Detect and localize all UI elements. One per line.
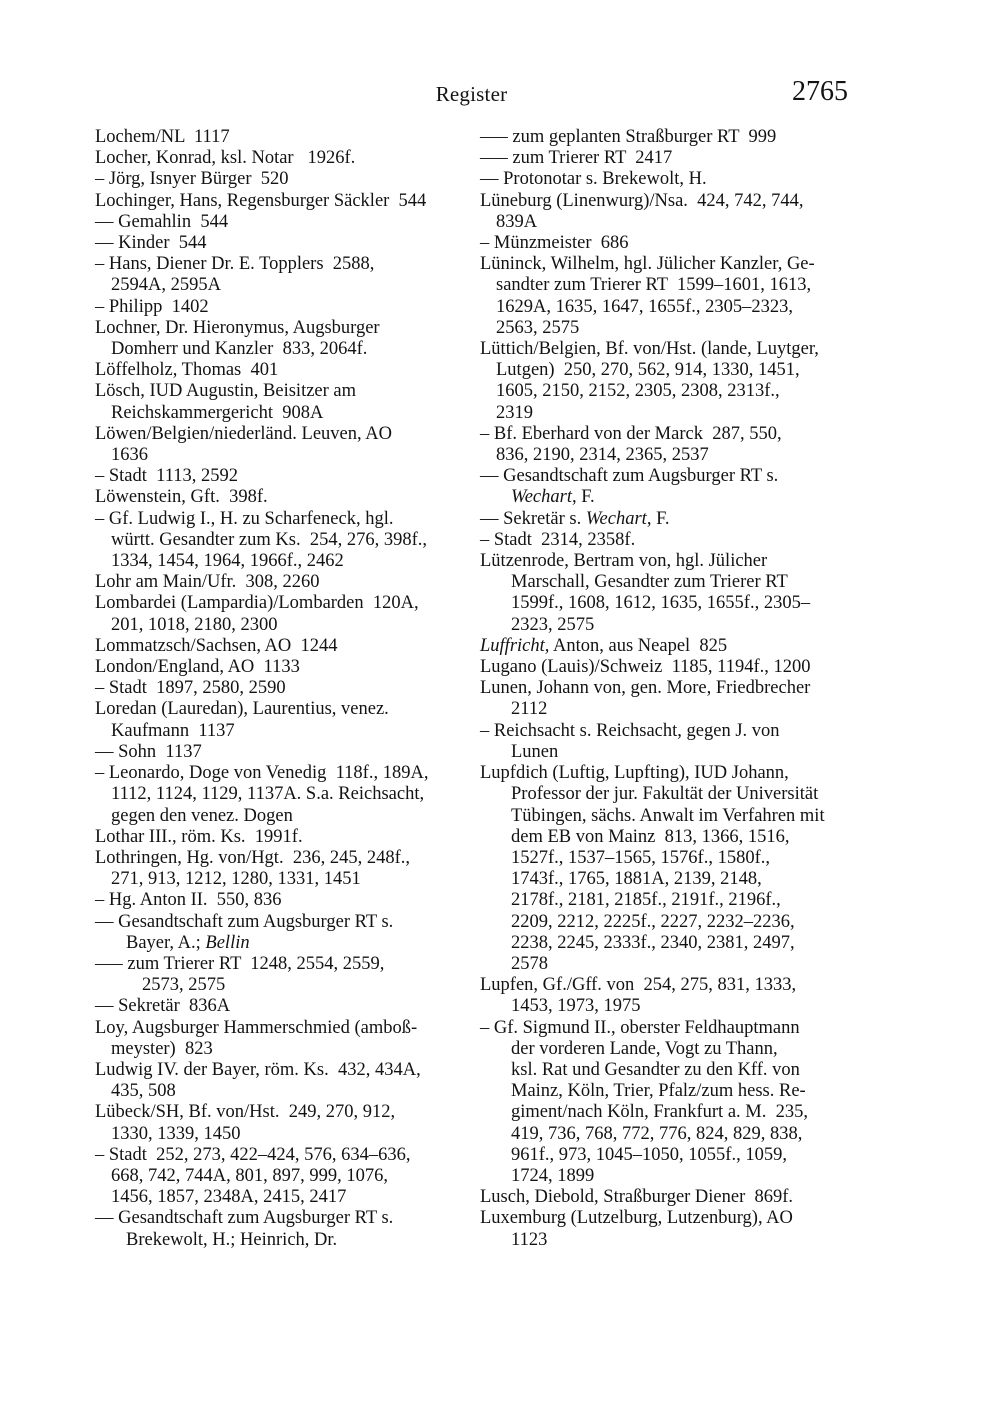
index-line (480, 806, 885, 827)
index-line-text: Lützenrode, Bertram von, hgl. Jülicher (480, 551, 768, 572)
index-line (480, 318, 885, 339)
index-line (95, 487, 480, 508)
index-line-text: Domherr und Kanzler 833, 2064f. (111, 339, 368, 360)
index-line-text: Lugano (Lauis)/Schweiz 1185, 1194f., 1200 (480, 657, 811, 678)
index-line (95, 721, 480, 742)
index-line-text: Lutgen) 250, 270, 562, 914, 1330, 1451, (496, 360, 800, 381)
index-line-text: der vorderen Lande, Vogt zu Thann, (511, 1038, 778, 1059)
index-line (95, 806, 480, 827)
index-line (95, 530, 480, 551)
index-line (95, 381, 480, 402)
index-line (480, 530, 885, 551)
index-line-text: Lupfdich (Luftig, Lupfting), IUD Johann, (480, 763, 789, 784)
index-line-text: –– Protonotar s. Brekewolt, H. (480, 169, 707, 190)
index-line-text: Luxemburg (Lutzelburg, Lutzenburg), AO (480, 1208, 793, 1229)
index-line-text: 201, 1018, 2180, 2300 (111, 614, 278, 635)
index-line (480, 212, 885, 233)
index-line-text: Locher, Konrad, ksl. Notar 1926f. (95, 148, 356, 169)
index-line-text: gegen den venez. Dogen (111, 805, 293, 826)
index-line (95, 572, 480, 593)
index-line-text: –– Sekretär 836A (95, 996, 231, 1017)
index-line (95, 1166, 480, 1187)
index-line (95, 657, 480, 678)
index-line-text: 1123 (511, 1229, 548, 1250)
index-line (95, 360, 480, 381)
index-line (480, 848, 885, 869)
index-line-text-italic: Bellin (205, 932, 250, 953)
index-line (480, 275, 885, 296)
index-line-text: – Philipp 1402 (95, 296, 209, 317)
index-line-text: Bayer, A.; (126, 932, 206, 953)
index-line (95, 339, 480, 360)
index-line-text: 1456, 1857, 2348A, 2415, 2417 (111, 1187, 347, 1208)
index-line (480, 1060, 885, 1081)
index-line-text: – Bf. Eberhard von der Marck 287, 550, (480, 423, 782, 444)
index-line (480, 912, 885, 933)
index-line (95, 1208, 480, 1229)
index-line-text: , Anton, aus Neapel 825 (544, 635, 728, 656)
index-line (95, 636, 480, 657)
index-line (480, 254, 885, 275)
index-line-text: Lüneburg (Linenwurg)/Nsa. 424, 742, 744, (480, 190, 804, 211)
index-line-text: 2209, 2212, 2225f., 2227, 2232–2236, (511, 911, 795, 932)
index-line-text: sandter zum Trierer RT 1599–1601, 1613, (496, 275, 812, 296)
index-line (480, 1230, 885, 1251)
index-line (95, 827, 480, 848)
index-line-text: Marschall, Gesandter zum Trierer RT (511, 572, 788, 593)
index-line-text: Lochinger, Hans, Regensburger Säckler 544 (95, 190, 427, 211)
index-line (480, 487, 885, 508)
index-line (95, 275, 480, 296)
index-line-text: 961f., 973, 1045–1050, 1055f., 1059, (511, 1144, 787, 1165)
index-line (480, 127, 885, 148)
index-line (95, 699, 480, 720)
index-line-text: – Stadt 252, 273, 422–424, 576, 634–636, (95, 1144, 411, 1165)
index-line (480, 678, 885, 699)
index-line (95, 233, 480, 254)
index-line-text: Professor der jur. Fakultät der Universität (511, 784, 819, 805)
index-line-text: 1527f., 1537–1565, 1576f., 1580f., (511, 847, 770, 868)
index-line-text: , F. (646, 508, 670, 529)
index-line (480, 445, 885, 466)
index-line-text: 836, 2190, 2314, 2365, 2537 (496, 445, 709, 466)
index-line-text: Mainz, Köln, Trier, Pfalz/zum hess. Re- (511, 1081, 806, 1102)
index-line (95, 975, 480, 996)
index-line-text: 435, 508 (111, 1081, 176, 1102)
index-line-text-italic: Luffricht (480, 635, 545, 656)
index-line-text: Loredan (Lauredan), Laurentius, venez. (95, 699, 389, 720)
index-line (480, 381, 885, 402)
index-line-text: Lübeck/SH, Bf. von/Hst. 249, 270, 912, (95, 1102, 396, 1123)
index-line (480, 869, 885, 890)
index-line-text: –– Gemahlin 544 (95, 211, 229, 232)
index-line (480, 975, 885, 996)
index-line-text: Loy, Augsburger Hammerschmied (amboß- (95, 1017, 418, 1038)
index-line-text: 2319 (496, 402, 533, 423)
index-line (480, 466, 885, 487)
index-line-text: – Gf. Ludwig I., H. zu Scharfeneck, hgl. (95, 508, 394, 529)
index-line (95, 912, 480, 933)
index-line-text: Lösch, IUD Augustin, Beisitzer am (95, 381, 357, 402)
index-line (480, 721, 885, 742)
index-line-text: –– Gesandtschaft zum Augsburger RT s. (95, 911, 394, 932)
index-line (480, 742, 885, 763)
index-line (480, 1208, 885, 1229)
index-line (95, 212, 480, 233)
index-line-text: 2578 (511, 953, 548, 974)
index-line (95, 445, 480, 466)
index-line-text: – Gf. Sigmund II., oberster Feldhauptmann (480, 1017, 800, 1038)
index-line-text: –– Kinder 544 (95, 233, 207, 254)
index-line-text: Lohr am Main/Ufr. 308, 2260 (95, 572, 320, 593)
index-line-text: 1453, 1973, 1975 (511, 996, 641, 1017)
index-line (480, 657, 885, 678)
index-line-text: 1599f., 1608, 1612, 1635, 1655f., 2305– (511, 593, 811, 614)
index-line-text: 1330, 1339, 1450 (111, 1123, 241, 1144)
index-line-text: 1724, 1899 (511, 1165, 595, 1186)
index-line (95, 869, 480, 890)
index-line-text: dem EB von Mainz 813, 1366, 1516, (511, 826, 790, 847)
index-line-text: Lochem/NL 1117 (95, 127, 230, 147)
index-line-text: 271, 913, 1212, 1280, 1331, 1451 (111, 869, 361, 890)
index-line-text: ––– zum Trierer RT 1248, 2554, 2559, (95, 953, 385, 974)
index-line (480, 1187, 885, 1208)
index-line-text: 1605, 2150, 2152, 2305, 2308, 2313f., (496, 381, 780, 402)
index-line-text: Lüttich/Belgien, Bf. von/Hst. (lande, Luytger, (480, 339, 819, 360)
index-line (95, 593, 480, 614)
index-line (480, 169, 885, 190)
index-line (480, 1081, 885, 1102)
index-line (95, 890, 480, 911)
index-line-text: ––– zum geplanten Straßburger RT 999 (480, 127, 777, 147)
index-line-text: Kaufmann 1137 (111, 720, 235, 741)
index-line-text: meyster) 823 (111, 1038, 213, 1059)
index-line (95, 403, 480, 424)
index-line-text: Lothar III., röm. Ks. 1991f. (95, 826, 303, 847)
index-line (95, 169, 480, 190)
index-line-text: – Stadt 1113, 2592 (95, 466, 239, 487)
index-line (95, 148, 480, 169)
index-line (95, 1102, 480, 1123)
index-line (95, 933, 480, 954)
index-line (95, 1145, 480, 1166)
index-line-text-italic: Wechart (511, 487, 572, 508)
index-line-text: – Jörg, Isnyer Bürger 520 (95, 169, 289, 190)
index-line-text: 1743f., 1765, 1881A, 2139, 2148, (511, 869, 762, 890)
index-line-text: Lothringen, Hg. von/Hgt. 236, 245, 248f., (95, 847, 410, 868)
page-header (95, 76, 848, 112)
index-line (95, 763, 480, 784)
index-line (480, 636, 885, 657)
index-line-text: – Stadt 1897, 2580, 2590 (95, 678, 286, 699)
index-line (95, 466, 480, 487)
index-line-text: Reichskammergericht 908A (111, 402, 324, 423)
index-line-text: 1112, 1124, 1129, 1137A. S.a. Reichsacht, (111, 784, 425, 805)
index-line (480, 148, 885, 169)
page-number: 2765 (792, 76, 848, 107)
index-line-text: , F. (571, 487, 595, 508)
index-line (480, 1145, 885, 1166)
index-line (95, 254, 480, 275)
index-line-text: 1629A, 1635, 1647, 1655f., 2305–2323, (496, 296, 794, 317)
index-line-text: 668, 742, 744A, 801, 897, 999, 1076, (111, 1165, 388, 1186)
index-line-text: – Münzmeister 686 (480, 233, 629, 254)
index-line-text: 2238, 2245, 2333f., 2340, 2381, 2497, (511, 932, 795, 953)
index-line (480, 996, 885, 1017)
index-line (480, 339, 885, 360)
index-line-text: Tübingen, sächs. Anwalt im Verfahren mit (511, 805, 825, 826)
index-line (480, 890, 885, 911)
index-line-text: –– Sekretär s. (480, 508, 586, 529)
index-line-text: – Hans, Diener Dr. E. Topplers 2588, (95, 254, 375, 275)
index-line (480, 509, 885, 530)
index-line-text: Lunen, Johann von, gen. More, Friedbrecher (480, 678, 811, 699)
index-line-text: giment/nach Köln, Frankfurt a. M. 235, (511, 1102, 808, 1123)
index-line (480, 572, 885, 593)
index-line-text: 419, 736, 768, 772, 776, 824, 829, 838, (511, 1123, 803, 1144)
index-line (95, 615, 480, 636)
index-line-text: –– Gesandtschaft zum Augsburger RT s. (95, 1208, 394, 1229)
index-line-text: Lusch, Diebold, Straßburger Diener 869f. (480, 1187, 794, 1208)
index-line-text: Ludwig IV. der Bayer, röm. Ks. 432, 434A, (95, 1059, 421, 1080)
index-line-text: Lochner, Dr. Hieronymus, Augsburger (95, 317, 380, 338)
index-line (95, 1230, 480, 1251)
index-line-text: London/England, AO 1133 (95, 657, 300, 678)
index-line-text: 1334, 1454, 1964, 1966f., 2462 (111, 551, 344, 572)
index-line (95, 424, 480, 445)
page-header-title: Register (435, 82, 508, 106)
index-line (95, 509, 480, 530)
index-line (480, 424, 885, 445)
index-line-text: Lombardei (Lampardia)/Lombarden 120A, (95, 593, 419, 614)
index-line-text: Brekewolt, H.; Heinrich, Dr. (126, 1229, 338, 1250)
index-line (480, 1039, 885, 1060)
index-line-text: – Stadt 2314, 2358f. (480, 529, 636, 550)
index-line (95, 1081, 480, 1102)
index-column-right (480, 127, 885, 1251)
index-line (480, 954, 885, 975)
index-line (95, 1039, 480, 1060)
index-line (95, 1060, 480, 1081)
index-line (480, 551, 885, 572)
index-line (480, 933, 885, 954)
index-line (95, 191, 480, 212)
index-line (95, 1187, 480, 1208)
index-line (95, 784, 480, 805)
index-line-text: 2178f., 2181, 2185f., 2191f., 2196f., (511, 890, 781, 911)
index-column-left (95, 127, 480, 1251)
index-line (95, 127, 480, 148)
index-line (480, 297, 885, 318)
index-line-text: Löwenstein, Gft. 398f. (95, 487, 268, 508)
index-line (480, 360, 885, 381)
index-line-text: 1636 (111, 445, 148, 466)
index-line-text-italic: Wechart (585, 508, 647, 529)
index-line-text: – Leonardo, Doge von Venedig 118f., 189A, (95, 763, 429, 784)
index-line (480, 233, 885, 254)
index-line (480, 827, 885, 848)
index-line-text: – Reichsacht s. Reichsacht, gegen J. von (480, 720, 780, 741)
index-line (95, 954, 480, 975)
index-line-text: Lommatzsch/Sachsen, AO 1244 (95, 635, 338, 656)
index-line-text: 2563, 2575 (496, 317, 580, 338)
index-line-text: 2323, 2575 (511, 614, 595, 635)
index-line (480, 699, 885, 720)
index-line (95, 848, 480, 869)
index-line-text: ksl. Rat und Gesandter zu den Kff. von (511, 1059, 800, 1080)
index-line (95, 742, 480, 763)
index-line-text: 2573, 2575 (142, 975, 226, 996)
index-line-text: Lunen (511, 741, 559, 762)
index-line (480, 191, 885, 212)
index-line-text: Lüninck, Wilhelm, hgl. Jülicher Kanzler, Ge- (480, 254, 815, 275)
index-line-text: 2594A, 2595A (111, 275, 221, 296)
index-line (95, 996, 480, 1017)
index-line (480, 1124, 885, 1145)
index-line-text: Löffelholz, Thomas 401 (95, 360, 279, 381)
index-line-text: ––– zum Trierer RT 2417 (480, 148, 673, 169)
index-body (95, 127, 885, 1251)
index-line (480, 1166, 885, 1187)
index-line (95, 1018, 480, 1039)
index-line-text: 839A (496, 211, 538, 232)
index-line (95, 1124, 480, 1145)
index-line (480, 784, 885, 805)
index-line-text: – Hg. Anton II. 550, 836 (95, 890, 282, 911)
index-line-text: württ. Gesandter zum Ks. 254, 276, 398f., (111, 529, 427, 550)
index-line (95, 297, 480, 318)
index-line (480, 1102, 885, 1123)
index-line-text: Löwen/Belgien/niederländ. Leuven, AO (95, 423, 392, 444)
index-line (480, 1018, 885, 1039)
index-line-text: –– Sohn 1137 (95, 741, 202, 762)
index-line (95, 551, 480, 572)
index-line-text: –– Gesandtschaft zum Augsburger RT s. (480, 466, 779, 487)
index-line (95, 678, 480, 699)
index-line (480, 593, 885, 614)
index-line (480, 615, 885, 636)
index-line-text: 2112 (511, 699, 548, 720)
index-line-text: Lupfen, Gf./Gff. von 254, 275, 831, 1333, (480, 975, 797, 996)
index-line (95, 318, 480, 339)
index-line (480, 763, 885, 784)
index-line (480, 403, 885, 424)
